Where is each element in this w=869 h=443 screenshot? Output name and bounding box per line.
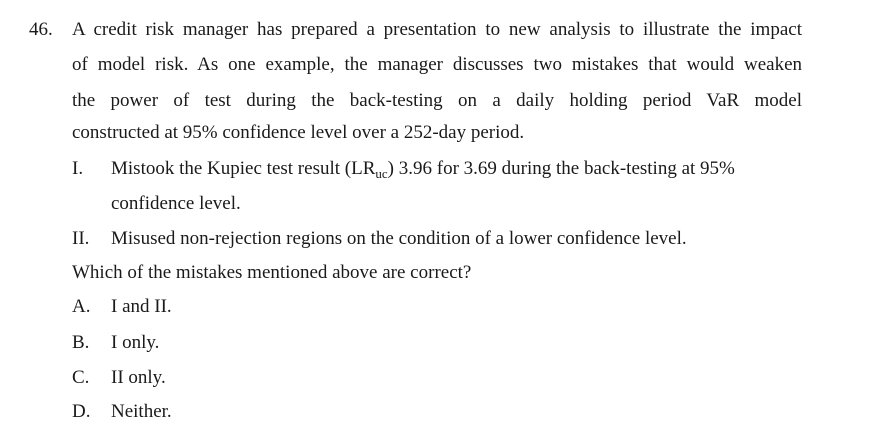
option-letter: D. (72, 401, 91, 422)
option-letter: C. (72, 367, 90, 388)
question-stem-line-4: constructed at 95% confidence level over a 252-day period. (72, 122, 525, 143)
question-prompt: Which of the mistakes mentioned above are correct? (72, 262, 472, 283)
option-text: Neither. (111, 401, 172, 422)
statement-1-text: Mistook the Kupiec test result $(LR_{uc})$ 3.96 for 3.69 during the back-testing at 95% (111, 158, 735, 181)
option-letter: B. (72, 332, 90, 353)
statement-1-line-1 (111, 158, 802, 185)
question-stem-line-1: A credit risk manager has prepared a presentation to new analysis to illustrate the impact (72, 19, 802, 40)
question-number: 46. (29, 19, 53, 40)
question-stem-line-3: the power of test during the back-testing on a daily holding period VaR model (72, 90, 802, 111)
option-text: I only. (111, 332, 160, 353)
option-text: II only. (111, 367, 166, 388)
lr-subscript: uc (375, 166, 388, 181)
statement-marker: II. (72, 228, 90, 249)
option-text: I and II. (111, 296, 172, 317)
question-stem-line-2: of model risk. As one example, the manager discusses two mistakes that would weaken (72, 54, 802, 75)
option-letter: A. (72, 296, 91, 317)
statement-2-text: Misused non-rejection regions on the condition of a lower confidence level. (111, 228, 687, 249)
statement-marker: I. (72, 158, 84, 179)
statement-1-line-2: confidence level. (111, 193, 241, 214)
